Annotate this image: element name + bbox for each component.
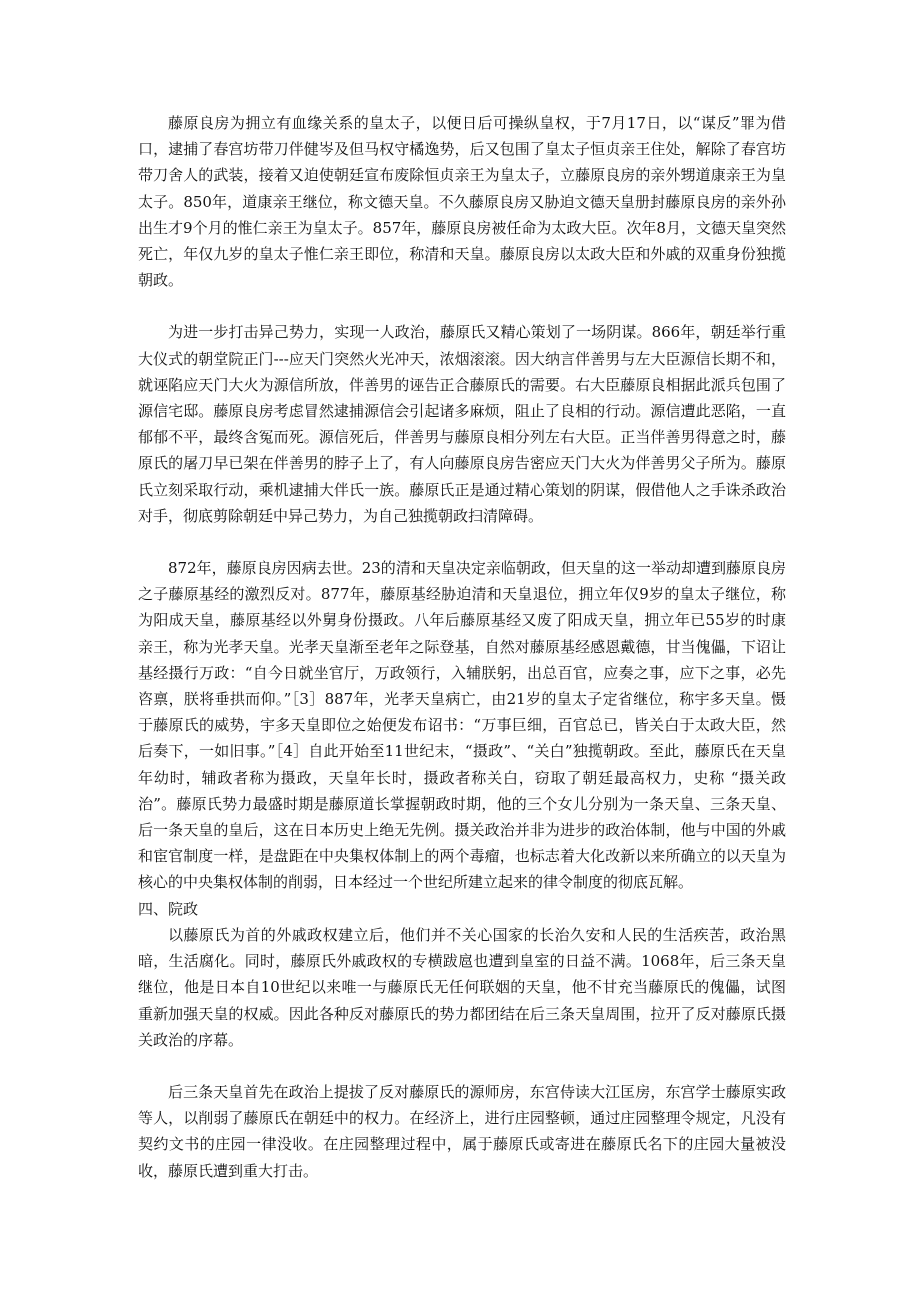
paragraph-1: 藤原良房为拥立有血缘关系的皇太子，以便日后可操纵皇权，于7月17日，以“谋反”罪为借口，逮捕了春宫坊带刀伴健岑及但马权守橘逸势，后又包围了皇太子恒贞亲王住处，解除了春宫坊带刀舍人的武装，接着又迫使朝廷宣布废除恒贞亲王为皇太子，立藤原良房的亲外甥道康亲王为皇太子。850年，道康亲王继位，称文德天皇。不久藤原良房又胁迫文德天皇册封藤原良房的亲外孙出生才9个月的惟仁亲王为皇太子。857年，藤原良房被任命为太政大臣。次年8月，文德天皇突然死亡，年仅九岁的皇太子惟仁亲王即位，称清和天皇。藤原良房以太政大臣和外戚的双重身份独揽朝政。 xyxy=(138,114,786,290)
paragraph-2: 为进一步打击异己势力，实现一人政治，藤原氏又精心策划了一场阴谋。866年，朝廷举行重大仪式的朝堂院正门---应天门突然火光冲天，浓烟滚滚。因大纳言伴善男与左大臣源信长期不和，就诬陷应天门大火为源信所放，伴善男的诬告正合藤原氏的需要。右大臣藤原良相据此派兵包围了源信宅邸。藤原良房考虑冒然逮捕源信会引起诸多麻烦，阻止了良相的行动。源信遭此恶陷，一直郁郁不平，最终含冤而死。源信死后，伴善男与藤原良相分列左右大臣。正当伴善男得意之时，藤原氏的屠刀早已架在伴善男的脖子上了，有人向藤原良房告密应天门大火为伴善男父子所为。藤原氏立刻采取行动，乘机逮捕大伴氏一族。藤原氏正是通过精心策划的阴谋，假借他人之手诛杀政治对手，彻底剪除朝廷中异己势力，为自己独揽朝政扫清障碍。 xyxy=(138,323,786,525)
paragraph-3: 872年，藤原良房因病去世。23的清和天皇决定亲临朝政，但天皇的这一举动却遭到藤原良房之子藤原基经的激烈反对。877年，藤原基经胁迫清和天皇退位，拥立年仅9岁的皇太子继位，称为阳成天皇，藤原基经以外舅身份摄政。八年后藤原基经又废了阳成天皇，拥立年已55岁的时康亲王，称为光孝天皇。光孝天皇渐至老年之际登基，自然对藤原基经感恩戴德，甘当傀儡，下诏让基经摄行万政：“自今日就坐官厅，万政领行，入辅朕躬，出总百官，应奏之事，应下之事，必先咨禀，朕将垂拱而仰。”［3］887年，光孝天皇病亡，由21岁的皇太子定省继位，称宇多天皇。慑于藤原氏的威势，宇多天皇即位之始便发布诏书：“万事巨细，百官总已，皆关白于太政大臣，然后奏下，一如旧事。”［4］自此开始至11世纪末，“摄政”、“关白”独揽朝政。至此，藤原氏在天皇年幼时，辅政者称为摄政，天皇年长时，摄政者称关白，窃取了朝廷最高权力，史称 “摄关政治”。藤原氏势力最盛时期是藤原道长掌握朝政时期，他的三个女儿分别为一条天皇、三条天皇、后一条天皇的皇后，这在日本历史上绝无先例。摄关政治并非为进步的政治体制，他与中国的外戚和宦官制度一样，是盘距在中央集权体制上的两个毒瘤，也标志着大化改新以来所确立的以天皇为核心的中央集权体制的削弱，日本经过一个世纪所建立起来的律令制度的彻底瓦解。 xyxy=(138,559,786,892)
paragraph-5: 后三条天皇首先在政治上提拔了反对藤原氏的源师房，东宫侍读大江匡房，东宫学士藤原实政等人，以削弱了藤原氏在朝廷中的权力。在经济上，进行庄园整顿，通过庄园整理令规定，凡没有契约文书的庄园一律没收。在庄园整理过程中，属于藤原氏或寄进在藤原氏名下的庄园大量被没收，藤原氏遭到重大打击。 xyxy=(138,1082,786,1180)
paragraph-4: 以藤原氏为首的外戚政权建立后，他们并不关心国家的长治久安和人民的生活疾苦，政治黑暗，生活腐化。同时，藤原氏外戚政权的专横跋扈也遭到皇室的日益不满。1068年，后三条天皇继位，他是日本自10世纪以来唯一与藤原氏无任何联姻的天皇，他不甘充当藤原氏的傀儡，试图重新加强天皇的权威。因此各种反对藤原氏的势力都团结在后三条天皇周围，拉开了反对藤原氏摄关政治的序幕。 xyxy=(138,925,786,1049)
document-page xyxy=(138,110,786,1184)
section-heading: 四、院政 xyxy=(138,899,199,918)
